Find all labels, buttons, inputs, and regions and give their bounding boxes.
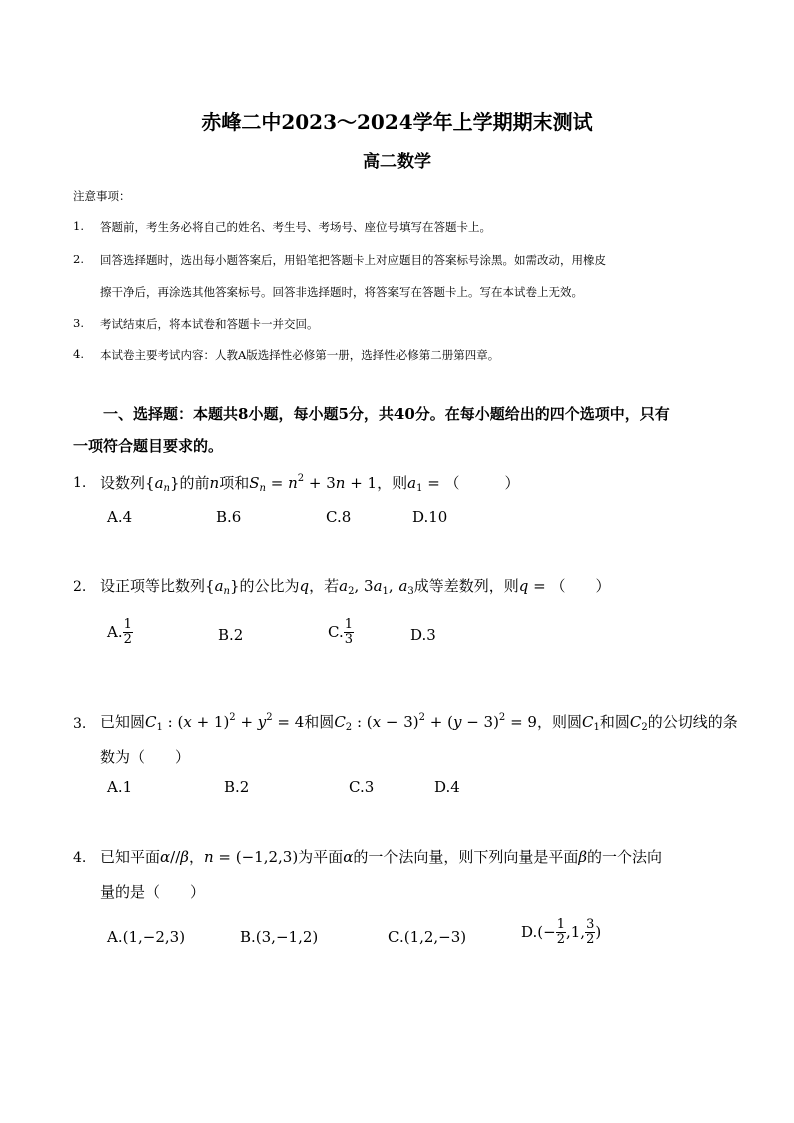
option-b: B.2: [218, 626, 244, 644]
option-a: A. $\frac{1}{2}$: [107, 617, 132, 648]
option-a: A.1: [107, 778, 133, 796]
note-number: 1.: [73, 219, 84, 233]
note-number: 2.: [73, 252, 84, 266]
option-c: C. $\frac{1}{3}$: [328, 617, 353, 648]
question-1-stem: 设数列$\{a_n\}$的前n项和$S_n = n^2 + 3n + 1$，则$a_1$ = （ ）: [100, 473, 520, 494]
option-c: C.(1,2,−3): [388, 928, 467, 946]
option-d: D.4: [434, 778, 460, 796]
option-c: C.8: [326, 508, 352, 526]
note-text: 本试卷主要考试内容：人教A版选择性必修第一册，选择性必修第二册第四章。: [100, 348, 500, 362]
option-c: C.3: [349, 778, 375, 796]
option-a: A.4: [107, 508, 133, 526]
question-number: 1.: [73, 475, 87, 491]
section-heading: 一、选择题：本题共8小题，每小题5分，共40分。在每小题给出的四个选项中，只有: [103, 405, 670, 423]
note-number: 4.: [73, 347, 84, 361]
option-b: B.6: [216, 508, 242, 526]
notes-heading: 注意事项：: [73, 189, 131, 203]
note-number: 3.: [73, 316, 84, 330]
question-3-stem: 已知圆$C_1$ : $(x + 1)^2 + y^2 = 4$和圆$C_2$ : $(x - 3)^2 + (y - 3)^2 = 9$，则圆$C_1$和圆$C_2$的公切线的条: [100, 712, 738, 733]
question-number: 4.: [73, 850, 87, 866]
note-text-continued: 擦干净后，再涂选其他答案标号。回答非选择题时，将答案写在答题卡上。写在本试卷上无效。: [100, 285, 583, 299]
question-number: 2.: [73, 579, 87, 595]
question-4-stem: 已知平面α//β，n = (−1,2,3)为平面α的一个法向量，则下列向量是平面β的一个法向: [100, 848, 663, 866]
exam-title: 赤峰二中2023～2024学年上学期期末测试: [201, 110, 593, 134]
question-number: 3.: [73, 716, 87, 732]
question-2-stem: 设正项等比数列$\{a_n\}$的公比为q，若$a_2$, $3a_1$, $a_3$成等差数列，则q = （ ）: [100, 577, 611, 597]
option-b: B.2: [224, 778, 250, 796]
note-text: 答题前，考生务必将自己的姓名、考生号、考场号、座位号填写在答题卡上。: [100, 220, 491, 234]
option-a: A.(1,−2,3): [107, 928, 186, 946]
note-text: 回答选择题时，选出每小题答案后，用铅笔把答题卡上对应题目的答案标号涂黑。如需改动，用橡皮: [100, 253, 606, 267]
note-text: 考试结束后，将本试卷和答题卡一并交回。: [100, 317, 319, 331]
option-d: D.(− $\frac{1}{2}$ ,1, $\frac{3}{2}$ ): [521, 917, 602, 948]
question-3-stem-continued: 数为（ ）: [100, 748, 191, 766]
option-b: B.(3,−1,2): [240, 928, 319, 946]
question-4-stem-continued: 量的是（ ）: [100, 883, 206, 901]
option-d: D.10: [412, 508, 448, 526]
section-heading-continued: 一项符合题目要求的。: [73, 437, 224, 455]
exam-subject: 高二数学: [363, 152, 431, 172]
option-d: D.3: [410, 626, 436, 644]
